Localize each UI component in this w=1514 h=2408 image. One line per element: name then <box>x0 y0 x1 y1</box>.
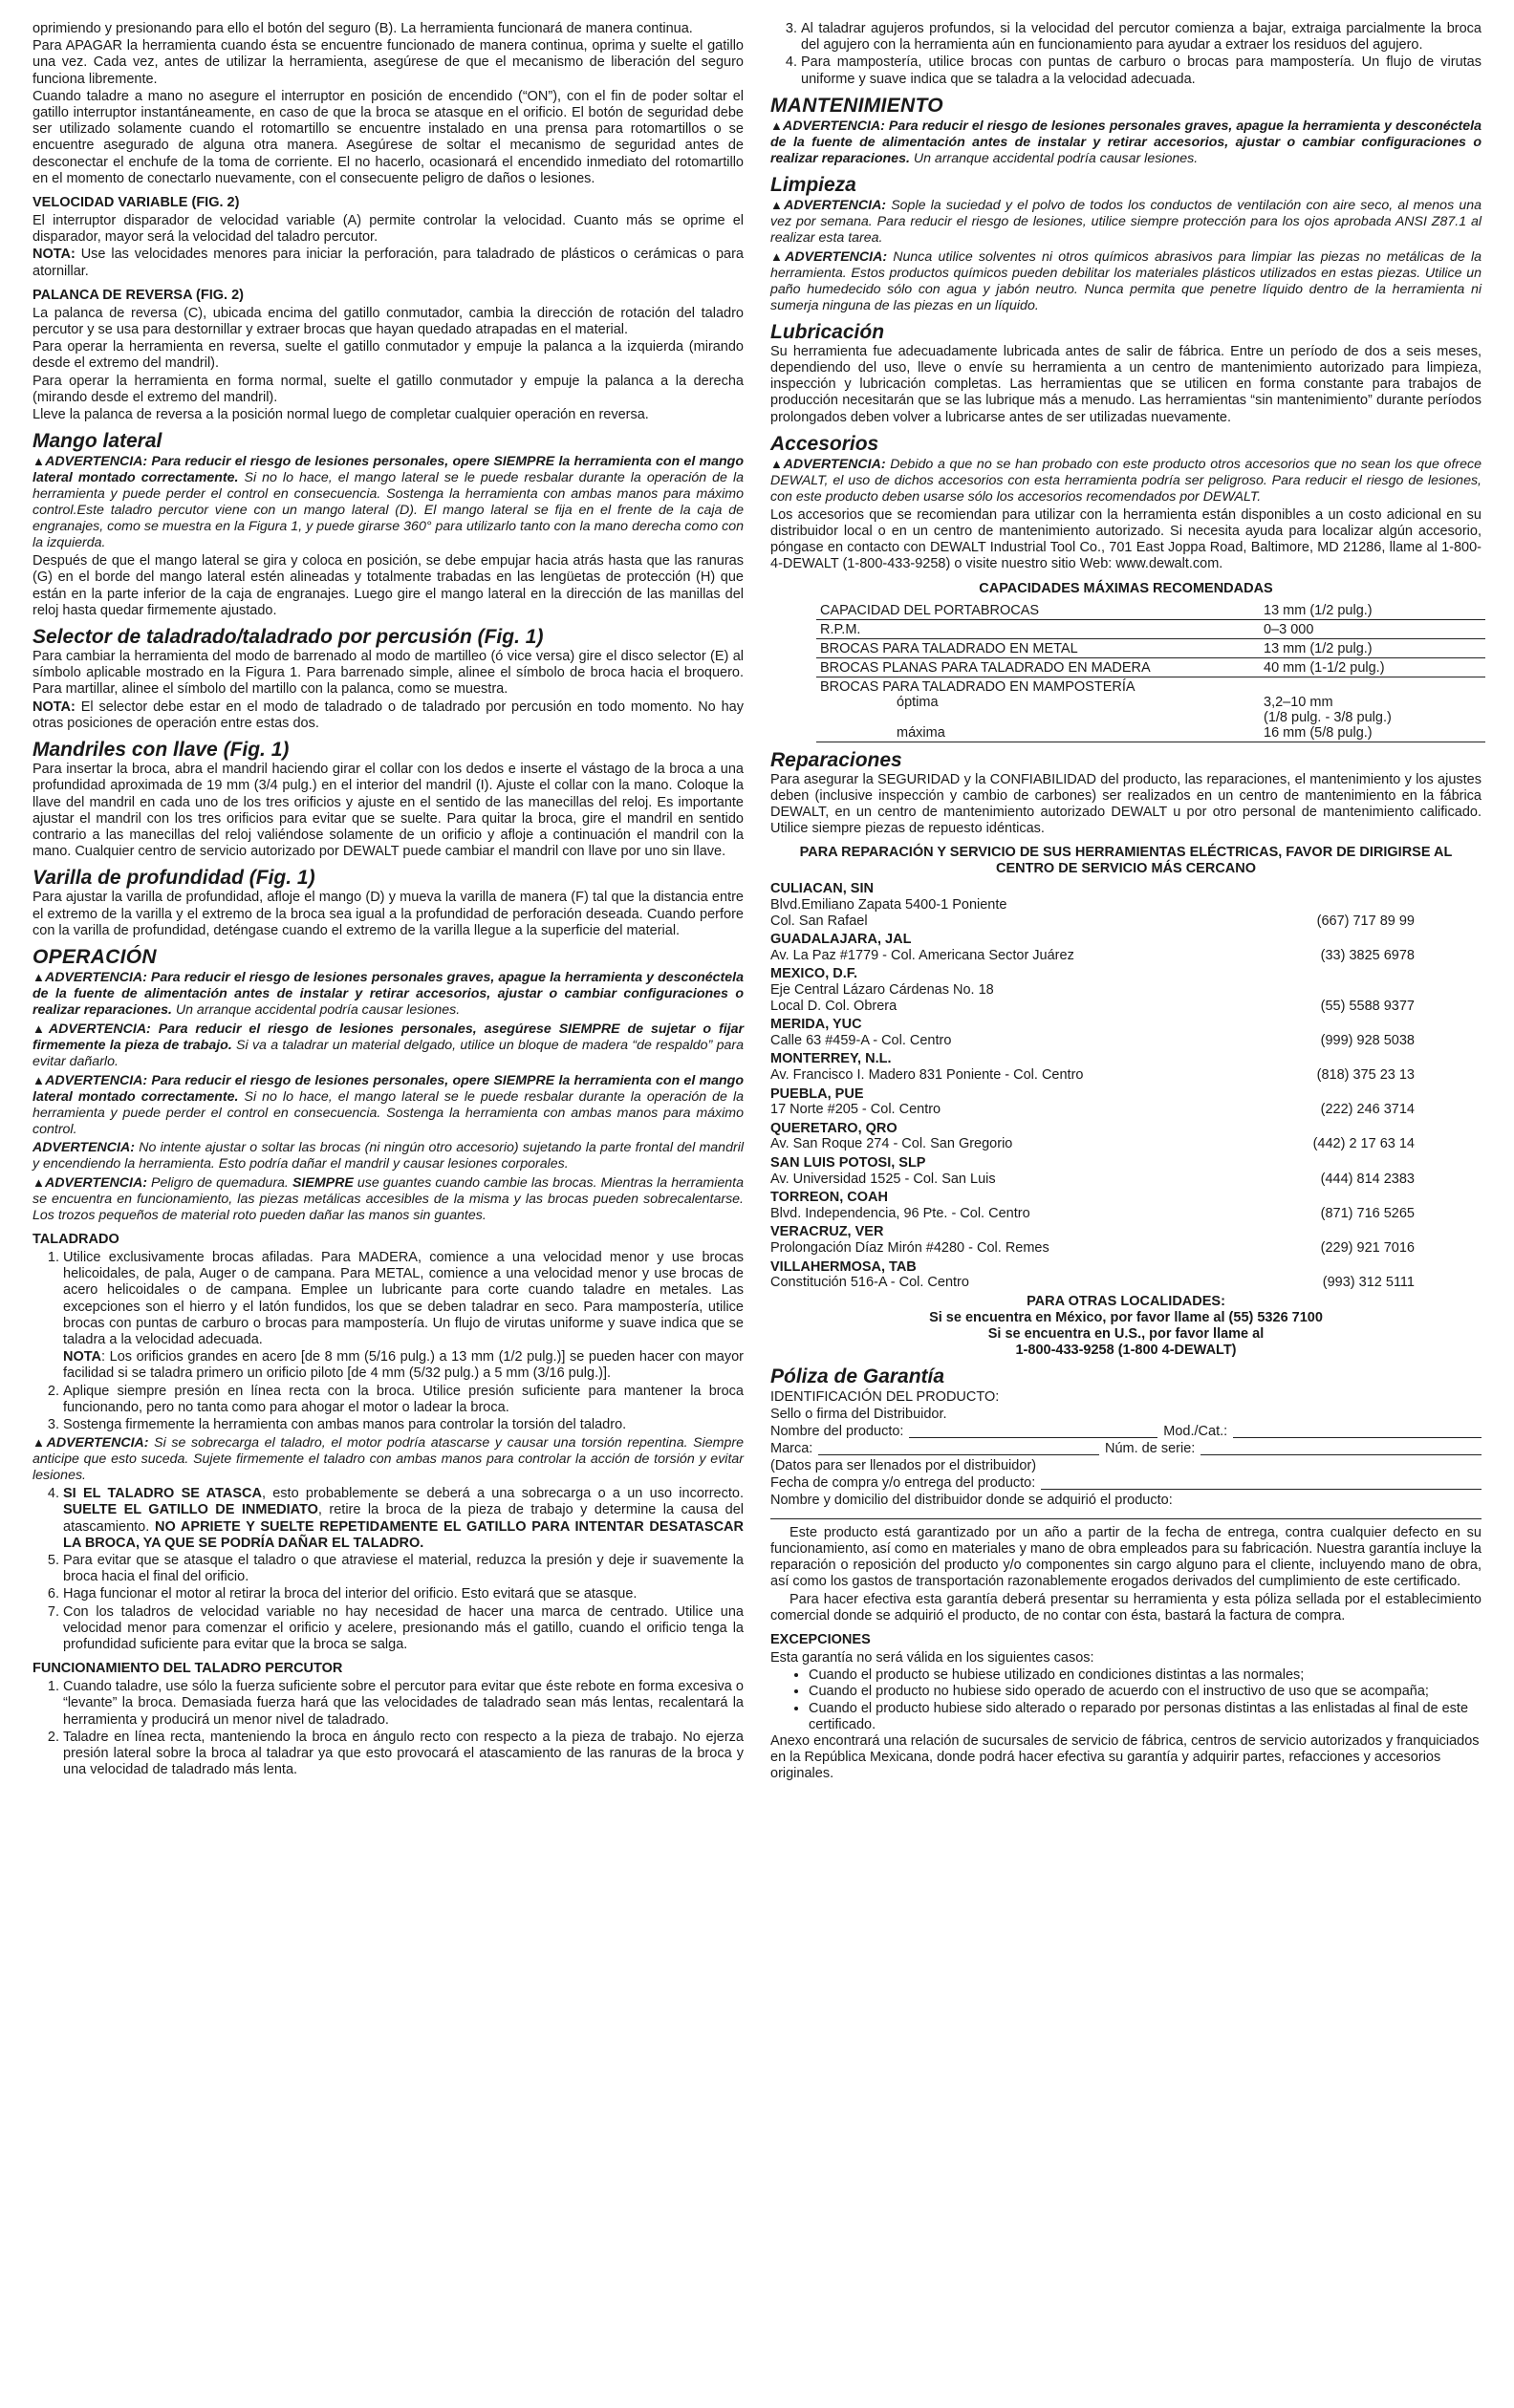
service-location <box>770 1051 1482 1083</box>
location-row <box>770 1206 1482 1222</box>
warning <box>770 248 1482 314</box>
paragraph: Anexo encontrará una relación de sucursales de servicio de fábrica, centros de servicio autorizados y franquiciados en la República Mexicana, donde podrá hacer efectiva su garantía y adquirir partes, refacciones y accesorios originales. <box>770 1732 1480 1782</box>
warning <box>32 969 744 1019</box>
warning-icon: ▲ <box>32 969 45 984</box>
list-item: 7. Con los taladros de velocidad variable no hay necesidad de hacer una marca de centrado. Utilice una velocidad menor para comenzar el orificio y acelere, presionando más el gatillo, cuando el orificio tenga la profundidad suficiente para evitar que la broca se salga. <box>63 1604 744 1654</box>
service-location <box>770 1224 1482 1256</box>
paragraph: Después de que el mango lateral se gira y coloca en posición, se debe empujar hacia atrás hasta que las ranuras (G) en el borde del mango lateral estén alineadas y totalmente trabadas en las lengüetas de protección (H) que están en la parte inferior de la caja de engranajes. Luego gire el mango lateral en la dirección de las manillas del reloj hasta quedar firmemente ajustado. <box>32 553 744 618</box>
form-line <box>770 1423 1482 1440</box>
location-city: VILLAHERMOSA, TAB <box>770 1258 917 1275</box>
note-label: NOTA: <box>32 699 76 715</box>
heading-lubricacion: Lubricación <box>770 320 885 343</box>
table-cell: 40 mm (1-1/2 pulg.) <box>1260 657 1485 677</box>
form-label: Núm. de serie: <box>1105 1440 1196 1456</box>
taladrado-steps <box>32 1250 744 1433</box>
warning-bold: Para reducir el riesgo de lesiones personales, opere SIEMPRE la herramienta con el mango lateral montado correctamente. <box>32 454 744 486</box>
note <box>63 1349 744 1382</box>
warning-text: Debido a que no se han probado con este producto otros accesorios que no sean los que ofrece DEWALT, el uso de dichos accesorios con esta herramienta podría ser peligroso. Para reducir el riesgo de lesiones, con este producto deben usarse sólo los accesorios recomendados por DEWALT. <box>770 456 1482 505</box>
service-location <box>770 1017 1482 1048</box>
warning-bold: Para reducir el riesgo de lesiones personales graves, apague la herramienta y desconéctela de la fuente de alimentación antes de instalar y retirar accesorios, ajustar o cambiar configuraciones o realizar reparaciones. <box>32 969 744 1018</box>
step-bold: SI EL TALADRO SE ATASCA <box>63 1486 262 1502</box>
table-row <box>816 677 1485 742</box>
form-label: (Datos para ser llenados por el distribuidor) <box>770 1457 1037 1473</box>
list-item: • Cuando el producto no hubiese sido operado de acuerdo con el instructivo de uso que se acompaña; <box>809 1684 1482 1700</box>
service-title: PARA REPARACIÓN Y SERVICIO DE SUS HERRAMIENTAS ELÉCTRICAS, FAVOR DE DIRIGIRSE AL CENTRO DE SERVICIO MÁS CERCANO <box>799 845 1453 877</box>
form-label: Nombre y domicilio del distribuidor donde se adquirió el producto: <box>770 1492 1173 1508</box>
warning-label: ADVERTENCIA: <box>45 1174 147 1191</box>
location-phone: (55) 5588 9377 <box>1320 998 1415 1014</box>
warning <box>32 1072 744 1138</box>
location-phone: (667) 717 89 99 <box>1316 913 1415 929</box>
warning-icon: ▲ <box>32 1435 47 1451</box>
service-location <box>770 932 1482 963</box>
warning <box>770 197 1482 247</box>
warning-label: ADVERTENCIA: <box>44 969 147 985</box>
location-address: Col. San Rafael <box>770 913 868 929</box>
warning <box>32 1174 744 1224</box>
warning-text: Si no lo hace, el mango lateral se le puede resbalar durante la operación de la herramienta y puede perder el control en consecuencia. Sostenga la herramienta con ambas manos para máximo control. <box>32 1088 744 1137</box>
note-label: NOTA <box>63 1349 102 1365</box>
warning <box>770 456 1482 505</box>
list-item: 2. Aplique siempre presión en línea recta con la broca. Utilice presión suficiente para mantener la broca funcionando, pero no tanta como para ahogar el motor o ladear la broca. <box>63 1384 744 1416</box>
location-address: Constitución 516-A - Col. Centro <box>770 1275 969 1291</box>
distributor-address-field[interactable] <box>770 1518 1482 1519</box>
form-line <box>770 1440 1482 1457</box>
form-label: Marca: <box>770 1440 813 1456</box>
cell-value: 16 mm (5/8 pulg.) <box>1264 724 1373 741</box>
service-locations <box>770 881 1482 1290</box>
note-text: : Los orificios grandes en acero [de 8 mm (5/16 pulg.) a 13 mm (1/2 pulg.)] se pueden hacer con mayor facilidad si se taladra primero un orificio piloto [de 4 mm (5/32 pulg.) a 5 mm (3/16 pulg.)]. <box>63 1349 744 1382</box>
warning-icon: ▲ <box>32 1021 49 1036</box>
warning-label: ADVERTENCIA: <box>45 1072 148 1088</box>
table-row <box>816 601 1485 620</box>
paragraph: Este producto está garantizado por un año a partir de la fecha de entrega, contra cualquier defecto en su funcionamiento, así como en materiales y mano de obra empleados para su fabricación. Nuestra garantía incluye la reparación o reposición del producto y/o componentes sin cargo alguno para el cliente, incluyendo mano de obra, así como los gastos de transportación razonablemente erogados derivados del cumplimiento de este certificado. <box>770 1524 1482 1590</box>
location-row <box>770 1275 1482 1291</box>
step-bold: NO APRIETE Y SUELTE REPETIDAMENTE EL GATILLO PARA INTENTAR DESATASCAR LA BROCA, YA QUE SE PODRÍA DAÑAR EL TALADRO. <box>63 1518 744 1551</box>
heading-reparaciones: Reparaciones <box>770 748 902 771</box>
heading-poliza: Póliza de Garantía <box>770 1365 945 1387</box>
list-item <box>63 1250 744 1383</box>
table-cell: R.P.M. <box>816 619 1260 638</box>
capacities-title: CAPACIDADES MÁXIMAS RECOMENDADAS <box>979 580 1273 596</box>
paragraph: La palanca de reversa (C), ubicada encima del gatillo conmutador, cambia la dirección de rotación del taladro percutor y se usa para destornillar y extraer brocas que hayan quedado atrapadas en el material. <box>32 305 744 338</box>
warning-text: use guantes cuando cambie las brocas. Mientras la herramienta se encuentra en funcionamiento, las piezas metálicas accesibles de la misma y las brocas pueden sobrecalentarse. Los trozos pequeños de material roto pueden dañar las manos sin guantes. <box>32 1174 744 1223</box>
subheading-reversa: PALANCA DE REVERSA (FIG. 2) <box>32 287 245 303</box>
step-bold: SUELTE EL GATILLO DE INMEDIATO <box>63 1502 318 1518</box>
list-item: 3. Sostenga firmemente la herramienta con ambas manos para controlar la torsión del taladro. <box>63 1417 744 1433</box>
warning-bold: SIEMPRE <box>292 1174 354 1191</box>
location-city: CULIACAN, SIN <box>770 881 874 897</box>
location-address: Av. San Roque 274 - Col. San Gregorio <box>770 1136 1013 1152</box>
other-us-phone: 1-800-433-9258 (1-800 4-DEWALT) <box>1015 1342 1237 1358</box>
warning <box>32 1021 744 1070</box>
exceptions-list <box>770 1667 1482 1733</box>
location-address: Calle 63 #459-A - Col. Centro <box>770 1032 952 1048</box>
location-address: Av. Francisco I. Madero 831 Poniente - Col. Centro <box>770 1066 1084 1083</box>
heading-limpieza: Limpieza <box>770 173 856 196</box>
paragraph: Lleve la palanca de reversa a la posición normal luego de completar cualquier operación en reversa. <box>32 407 649 423</box>
step-text: Utilice exclusivamente brocas afiladas. Para MADERA, comience a una velocidad menor y use brocas helicoidales, de pala, Auger o de campana. Para METAL, comience a una velocidad menor y use brocas de acero helicoidales o de campana. Emplee un lubricante para corte cuando taladre en metales. Las excepciones son el hierro y el latón fundidos, los que se deben taladrar en seco. Para mampostería, utilice brocas con puntas de carburo o brocas para mampostería. Un flujo de virutas uniforme y suave indica que se taladra a la velocidad adecuada. <box>63 1249 744 1347</box>
location-phone: (33) 3825 6978 <box>1320 947 1415 963</box>
list-item: • Cuando el producto se hubiese utilizado en condiciones distintas a las normales; <box>809 1667 1482 1684</box>
paragraph: Para ajustar la varilla de profundidad, afloje el mango (D) y mueva la varilla de manera (F) tal que la distancia entre el extremo de la varilla y el extremo de la broca sea igual a la profundidad de perforación deseada. Cuando perfore con la varilla de profundidad, deténgase cuando el extremo de la varilla llegue a la superficie del material. <box>32 890 744 938</box>
warning-label: ADVERTENCIA: <box>45 454 148 470</box>
capacities-table <box>816 601 1485 742</box>
form-label: IDENTIFICACIÓN DEL PRODUCTO: <box>770 1388 1000 1405</box>
form-label: Nombre del producto: <box>770 1423 904 1439</box>
warning-text: Un arranque accidental podría causar lesiones. <box>171 1001 461 1018</box>
table-cell: 0–3 000 <box>1260 619 1485 638</box>
warning-text: Si se sobrecarga el taladro, el motor podría atascarse y causar una torsión repentina. Siempre anticipe que esto suceda. Sujete firmemente el taladro con ambas manos para controlar la acción de torsión y evitar lesiones. <box>32 1435 744 1484</box>
location-row <box>770 914 1482 930</box>
warning <box>32 1140 744 1172</box>
list-item <box>63 1486 744 1552</box>
cell-spacer <box>820 710 1258 725</box>
location-row <box>770 1240 1482 1257</box>
cell-sublabel: óptima <box>897 694 939 710</box>
cell-value: 3,2–10 mm <box>1264 694 1333 710</box>
paragraph: Para APAGAR la herramienta cuando ésta se encuentre funcionado de manera continua, oprima y suelte el gatillo una vez. Cada vez, antes de utilizar la herramienta, asegúrese de que el mecanismo de liberación del seguro funciona libremente. <box>32 38 744 87</box>
location-city: MONTERREY, N.L. <box>770 1051 892 1067</box>
warning-label: ADVERTENCIA: <box>48 1021 151 1037</box>
paragraph: Para asegurar la SEGURIDAD y la CONFIABILIDAD del producto, las reparaciones, el mantenimiento y los ajustes deben (inclusive inspección y cambio de carbones) ser realizados en un centro de mantenimiento en la fábrica DEWALT, en un centro de mantenimiento autorizado DEWALT u por otro personal de mantenimiento calificado. Utilice siempre piezas de repuesto idénticas. <box>770 771 1482 837</box>
other-us: Si se encuentra en U.S., por favor llame al <box>987 1325 1265 1342</box>
form-line <box>770 1457 1482 1474</box>
brand-field[interactable] <box>818 1440 1099 1455</box>
service-location <box>770 1190 1482 1221</box>
location-phone: (993) 312 5111 <box>1322 1275 1415 1291</box>
cell-spacer <box>1264 679 1483 695</box>
form-line <box>770 1492 1482 1509</box>
location-city: QUERETARO, QRO <box>770 1120 898 1136</box>
other-mexico: Si se encuentra en México, por favor llame al (55) 5326 7100 <box>929 1309 1323 1325</box>
location-row <box>770 1136 1482 1152</box>
serial-field[interactable] <box>1200 1440 1482 1455</box>
subheading-taladrado: TALADRADO <box>32 1231 119 1247</box>
paragraph: Para operar la herramienta en forma normal, suelte el gatillo conmutador y empuje la palanca a la derecha (mirando desde el extremo del mandril). <box>32 373 744 405</box>
subheading-percutor: FUNCIONAMIENTO DEL TALADRO PERCUTOR <box>32 1661 343 1677</box>
location-city: PUEBLA, PUE <box>770 1086 864 1102</box>
warning-label: ADVERTENCIA: <box>46 1435 149 1451</box>
form-line <box>770 1388 1482 1406</box>
location-city: MEXICO, D.F. <box>770 966 858 982</box>
form-label: Sello o firma del Distribuidor. <box>770 1406 947 1422</box>
warning-text: Un arranque accidental podría causar lesiones. <box>909 150 1199 166</box>
note <box>32 247 744 279</box>
left-column <box>32 21 744 2408</box>
table-cell: CAPACIDAD DEL PORTABROCAS <box>816 601 1260 620</box>
location-city: SAN LUIS POTOSI, SLP <box>770 1154 926 1171</box>
warning-label: ADVERTENCIA: <box>785 248 888 265</box>
warning-icon: ▲ <box>770 197 785 212</box>
paragraph: El interruptor disparador de velocidad variable (A) permite controlar la velocidad. Cuanto más se oprime el disparador, mayor será la velocidad del taladro percutor. <box>32 213 744 246</box>
warning-bold: Para reducir el riesgo de lesiones personales, opere SIEMPRE la herramienta con el mango lateral montado correctamente. <box>32 1072 744 1105</box>
warning-icon: ▲ <box>32 1072 46 1087</box>
warning-icon: ▲ <box>770 456 784 471</box>
list-item: 4. Para mampostería, utilice brocas con puntas de carburo o brocas para mampostería. Un flujo de virutas uniforme y suave indica que se taladra a la velocidad adecuada. <box>801 54 1482 87</box>
form-line <box>770 1406 1482 1423</box>
paragraph: Esta garantía no será válida en los siguientes casos: <box>770 1649 1094 1666</box>
service-location <box>770 1259 1482 1291</box>
warning <box>770 118 1482 167</box>
warning-label: ADVERTENCIA: <box>32 1139 135 1155</box>
taladrado-steps-cont <box>32 1486 744 1653</box>
heading-selector: Selector de taladrado/taladrado por percusión (Fig. 1) <box>32 626 544 649</box>
percutor-steps-cont <box>770 21 1482 88</box>
table-cell <box>816 677 1260 742</box>
table-cell: 13 mm (1/2 pulg.) <box>1260 601 1485 620</box>
location-city: MERIDA, YUC <box>770 1017 862 1033</box>
table-row <box>816 619 1485 638</box>
warning-icon: ▲ <box>32 1174 46 1190</box>
subheading-velocidad: VELOCIDAD VARIABLE (FIG. 2) <box>32 195 240 211</box>
list-item: 5. Para evitar que se atasque el taladro o que atraviese el material, reduzca la presión y deje ir suavemente la broca hacia el final del orificio. <box>63 1553 744 1585</box>
table-cell: BROCAS PARA TALADRADO EN METAL <box>816 638 1260 657</box>
warning-text: Peligro de quemadura. <box>146 1174 292 1191</box>
paragraph: Los accesorios que se recomiendan para utilizar con la herramienta están disponibles a un costo adicional en su distribuidor local o en un centro de mantenimiento autorizado. Si necesita ayuda para localizar algún accesorio, póngase en contacto con DEWALT Industrial Tool Co., 701 East Joppa Road, Baltimore, MD 21286, llame al 1-800-4-DEWALT (1-800-433-9258) o visite nuestro sitio Web: www.dewalt.com. <box>770 506 1482 572</box>
list-item: 2. Taladre en línea recta, manteniendo la broca en ángulo recto con respecto a la pieza de trabajo. No ejerza presión lateral sobre la broca al taladrar ya que esto provocará el atascamiento de las ranuras de la broca y una velocidad de taladrado más lenta. <box>63 1730 744 1779</box>
warning-text: Si va a taladrar un material delgado, utilice un bloque de madera “de respaldo” para evitar dañarlo. <box>32 1037 744 1069</box>
model-field[interactable] <box>1233 1423 1482 1438</box>
heading-mantenimiento: MANTENIMIENTO <box>770 94 943 117</box>
service-location <box>770 1155 1482 1187</box>
location-address: Av. La Paz #1779 - Col. Americana Sector Juárez <box>770 947 1074 963</box>
paragraph: Para cambiar la herramienta del modo de barrenado al modo de martilleo (ó vice versa) gire el disco selector (E) al símbolo aplicable mostrado en la Figura 1. Para barrenado simple, alinee el símbolo de broca hacia el broquero. Para martillar, alinee el símbolo del martillo con la palanca, como se muestra. <box>32 649 744 698</box>
warning-label: ADVERTENCIA: <box>783 456 886 472</box>
table-cell <box>1260 677 1485 742</box>
location-address: Prolongación Díaz Mirón #4280 - Col. Remes <box>770 1239 1049 1256</box>
location-address: Blvd.Emiliano Zapata 5400-1 Poniente <box>770 897 1007 914</box>
location-row <box>770 999 1482 1015</box>
product-name-field[interactable] <box>909 1423 1157 1438</box>
location-row <box>770 1067 1482 1084</box>
warning <box>32 453 744 551</box>
heading-mandriles: Mandriles con llave (Fig. 1) <box>32 739 290 762</box>
location-address: Local D. Col. Obrera <box>770 998 898 1014</box>
right-column <box>767 21 1482 2408</box>
warning-icon: ▲ <box>770 248 786 264</box>
heading-mango-lateral: Mango lateral <box>32 430 162 453</box>
service-location <box>770 881 1482 929</box>
heading-accesorios: Accesorios <box>770 432 879 455</box>
location-city: TORREON, COAH <box>770 1190 888 1206</box>
note-text: Use las velocidades menores para iniciar la perforación, para taladrado de plásticos o cerámicas o para atornillar. <box>32 247 744 279</box>
other-title: PARA OTRAS LOCALIDADES: <box>1027 1293 1225 1309</box>
paragraph: Para insertar la broca, abra el mandril haciendo girar el collar con los dedos e inserte el vástago de la broca a una profundidad aproximada de 19 mm (3/4 pulg.) en el interior del mandril (I). Ajuste el collar con la mano. Coloque la llave del mandril en cada uno de los tres orificios y ajuste en el sentido de las manecillas del reloj. Es importante ajustar el mandril con los tres orificios para evitar que se suelte. Para quitar la broca, gire el mandril en sentido contrario a las manecillas del reloj valiéndose solamente de un orificio y afloje a continuación el mandril con la mano. Cualquier centro de servicio autorizado por DEWALT puede cambiar el mandril con llave por uno sin llave. <box>32 762 744 860</box>
table-cell: 13 mm (1/2 pulg.) <box>1260 638 1485 657</box>
warning-text: Sople la suciedad y el polvo de todos los conductos de ventilación con aire seco, al menos una vez por semana. Para reducir el riesgo de lesiones, utilice siempre protección para los ojos aprobada ANSI Z87.1 al realizar esta tarea. <box>770 197 1482 246</box>
form-label: Mod./Cat.: <box>1163 1423 1228 1439</box>
percutor-steps <box>32 1679 744 1778</box>
location-phone: (871) 716 5265 <box>1320 1205 1415 1221</box>
paragraph: Su herramienta fue adecuadamente lubricada antes de salir de fábrica. Entre un período de dos a seis meses, dependiendo del uso, lleve o envíe su herramienta a un centro de mantenimiento autorizado para limpieza, inspección y lubricación completas. Las herramientas que se utilicen en forma constante para trabajos de producción necesitarán que se las lubrique más a menudo. Las herramientas “sin mantenimiento” durante períodos prolongados deben volver a lubricarse antes de ser utilizadas nuevamente. <box>770 343 1482 425</box>
warning-bold: Para reducir el riesgo de lesiones personales, asegúrese SIEMPRE de sujetar o fijar firmemente la pieza de trabajo. <box>32 1021 744 1053</box>
service-location <box>770 1086 1482 1118</box>
cell-sublabel: máxima <box>897 724 945 741</box>
table-row <box>816 638 1485 657</box>
heading-varilla: Varilla de profundidad (Fig. 1) <box>32 867 315 890</box>
location-phone: (229) 921 7016 <box>1320 1239 1415 1256</box>
paragraph: Para operar la herramienta en reversa, suelte el gatillo conmutador y empuje la palanca a la izquierda (mirando desde el extremo del mandril). <box>32 339 744 372</box>
heading-operacion: OPERACIÓN <box>32 945 157 968</box>
location-address: Av. Universidad 1525 - Col. San Luis <box>770 1171 996 1187</box>
list-item: 1. Cuando taladre, use sólo la fuerza suficiente sobre el percutor para evitar que éste rebote en forma excesiva o “levante” la broca. Demasiada fuerza hará que las velocidades de taladrado sean más lentas, recalentará la herramienta y producirá un menor nivel de taladrado. <box>63 1679 744 1729</box>
paragraph: Para hacer efectiva esta garantía deberá presentar su herramienta y esta póliza sellada por el establecimiento comercial donde se adquirió el producto, de no contar con ésta, bastará la factura de compra. <box>770 1591 1482 1623</box>
form-line <box>770 1474 1482 1492</box>
warning <box>32 1434 744 1484</box>
location-city: VERACRUZ, VER <box>770 1224 884 1240</box>
paragraph: Cuando taladre a mano no asegure el interruptor en posición de encendido (“ON”), con el fin de poder soltar el gatillo interruptor instantáneamente, en caso de que la broca se atasque en el orificio. El botón de seguridad debe ser utilizado solamente cuando el rotomartillo se encuentre instalado en una prensa para rotomartillos o se encuentre asegurado de alguna otra manera. Asegúrese de soltar el mecanismo de seguridad antes de desconectar el enchufe de la toma de corriente. El no hacerlo, ocasionará el encendido inmediato del rotomartillo en el momento de conectarlo nuevamente, con el consecuente peligro de daños o lesiones. <box>32 88 744 186</box>
warning-text: Nunca utilice solventes ni otros químicos abrasivos para limpiar las piezas no metálicas de la herramienta. Estos productos químicos pueden debilitar los materiales plásticos utilizados en estas piezas. Utilice un paño humedecido sólo con agua y jabón neutro. Nunca permita que penetre líquido dentro de la herramienta ni sumerja ninguna de las piezas en un líquido. <box>770 248 1482 313</box>
warning-bold: Para reducir el riesgo de lesiones personales graves, apague la herramienta y desconéctela de la fuente de alimentación antes de instalar y retirar accesorios, ajustar o cambiar configuraciones o realizar reparaciones. <box>770 118 1482 166</box>
location-row <box>770 1102 1482 1118</box>
location-phone: (442) 2 17 63 14 <box>1312 1136 1415 1152</box>
note <box>32 699 744 732</box>
warning-label: ADVERTENCIA: <box>782 118 885 134</box>
list-item: 3. Al taladrar agujeros profundos, si la velocidad del percutor comienza a bajar, extraiga parcialmente la broca del agujero con la herramienta aún en funcionamiento para ayudar a extraer los residuos del agujero. <box>801 21 1482 54</box>
note-label: NOTA: <box>32 247 76 263</box>
warning-text: No intente ajustar o soltar las brocas (ni ningún otro accesorio) sujetando la parte frontal del mandril y encendiendo la herramienta. Esto podría dañar el mandril y causar lesiones corporales. <box>32 1139 744 1172</box>
table-cell: BROCAS PLANAS PARA TALADRADO EN MADERA <box>816 657 1260 677</box>
location-phone: (999) 928 5038 <box>1320 1032 1415 1048</box>
warning-text: Si no lo hace, el mango lateral se le puede resbalar durante la operación de la herramienta y puede perder el control en consecuencia. Sostenga la herramienta con ambas manos para máximo control.Este taladro percutor viene con un mango lateral (D). El mango lateral se fija en el frente de la caja de engranajes, como se muestra en la Figura 1, y puede girarse 360° para utilizarlo tanto con la mano derecha como con la izquierda. <box>32 470 744 551</box>
location-row <box>770 948 1482 964</box>
step-text: , esto probablemente se deberá a una sobrecarga o a un uso incorrecto. <box>261 1486 744 1502</box>
service-location <box>770 966 1482 1014</box>
location-row <box>770 1172 1482 1188</box>
purchase-date-field[interactable] <box>1041 1474 1482 1490</box>
location-city: GUADALAJARA, JAL <box>770 932 912 948</box>
step-text: , retire la broca de la pieza de trabajo y determine la causa del atascamiento. <box>63 1502 744 1535</box>
location-phone: (818) 375 23 13 <box>1316 1066 1415 1083</box>
warning-label: ADVERTENCIA: <box>784 197 887 213</box>
warning-icon: ▲ <box>32 454 46 469</box>
location-address: Eje Central Lázaro Cárdenas No. 18 <box>770 982 994 999</box>
paragraph: oprimiendo y presionando para ello el botón del seguro (B). La herramienta funcionará de manera continua. <box>32 21 693 36</box>
location-address: 17 Norte #205 - Col. Centro <box>770 1102 941 1118</box>
subheading-excepciones: EXCEPCIONES <box>770 1631 871 1647</box>
list-item: • Cuando el producto hubiese sido alterado o reparado por personas distintas a las enlistadas al final de este certificado. <box>809 1701 1482 1733</box>
location-phone: (222) 246 3714 <box>1320 1102 1415 1118</box>
location-row <box>770 1033 1482 1049</box>
note-text: El selector debe estar en el modo de taladrado o de taladrado por percusión en todo momento. No hay otras posiciones de operación entre estas dos. <box>32 699 744 731</box>
cell-value: (1/8 pulg. - 3/8 pulg.) <box>1264 709 1392 725</box>
form-label: Fecha de compra y/o entrega del producto: <box>770 1474 1036 1491</box>
table-row <box>816 657 1485 677</box>
list-item: 6. Haga funcionar el motor al retirar la broca del interior del orificio. Esto evitará que se atasque. <box>63 1586 744 1602</box>
location-address: Blvd. Independencia, 96 Pte. - Col. Centro <box>770 1205 1030 1221</box>
service-location <box>770 1121 1482 1152</box>
location-phone: (444) 814 2383 <box>1320 1171 1415 1187</box>
cell-label: BROCAS PARA TALADRADO EN MAMPOSTERÍA <box>820 678 1136 695</box>
warning-icon: ▲ <box>770 118 783 133</box>
